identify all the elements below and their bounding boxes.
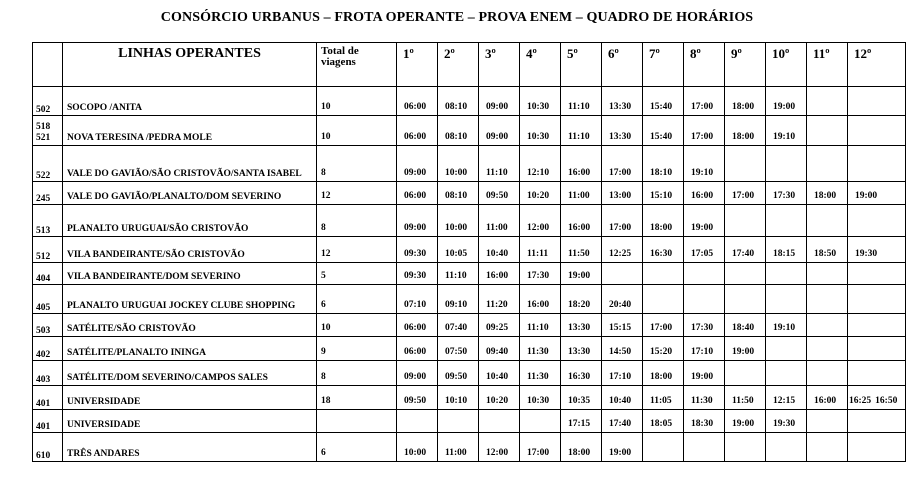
departure-time <box>725 361 766 386</box>
departure-time: 09:40 <box>479 337 520 361</box>
table-row <box>33 337 906 361</box>
line-name: NOVA TERESINA /PEDRA MOLE <box>63 116 317 146</box>
departure-time: 17:10 <box>602 361 643 386</box>
departure-time <box>807 410 848 433</box>
line-number-cell <box>33 410 63 433</box>
departure-time <box>848 146 906 182</box>
line-number: 403 <box>36 375 51 385</box>
line-number-cell <box>33 87 63 116</box>
table-row <box>33 361 906 386</box>
line-number: 245 <box>36 194 51 204</box>
departure-time: 17:40 <box>725 237 766 263</box>
departure-time: 11:20 <box>479 285 520 314</box>
departure-time <box>807 205 848 237</box>
departure-time <box>766 337 807 361</box>
line-number-cell <box>33 205 63 237</box>
trip-header: 1º <box>397 43 438 87</box>
line-number-header <box>33 43 63 87</box>
table-row <box>33 205 906 237</box>
departure-time <box>848 205 906 237</box>
departure-time: 18:20 <box>561 285 602 314</box>
departure-time <box>766 285 807 314</box>
trip-header: 7º <box>643 43 684 87</box>
line-number-cell <box>33 337 63 361</box>
trip-header: 3º <box>479 43 520 87</box>
trip-header: 8º <box>684 43 725 87</box>
departure-time: 09:00 <box>397 361 438 386</box>
total-trips: 6 <box>317 285 397 314</box>
total-trips: 9 <box>317 337 397 361</box>
departure-time <box>848 263 906 285</box>
departure-time <box>848 386 906 410</box>
departure-time: 17:00 <box>725 182 766 205</box>
departure-time: 19:30 <box>848 237 906 263</box>
line-number-cell <box>33 237 63 263</box>
departure-time: 17:00 <box>520 433 561 462</box>
departure-time: 18:05 <box>643 410 684 433</box>
departure-time <box>438 410 479 433</box>
departure-time: 17:30 <box>520 263 561 285</box>
line-number: 512 <box>36 252 51 262</box>
departure-time: 09:25 <box>479 314 520 337</box>
line-number-cell <box>33 433 63 462</box>
total-trips: 12 <box>317 237 397 263</box>
departure-time: 11:30 <box>520 337 561 361</box>
page-title: CONSÓRCIO URBANUS – FROTA OPERANTE – PROVA ENEM – QUADRO DE HORÁRIOS <box>160 10 754 25</box>
departure-time <box>520 410 561 433</box>
departure-time: 10:30 <box>520 386 561 410</box>
departure-time: 17:00 <box>684 116 725 146</box>
trip-header: 9º <box>725 43 766 87</box>
header-row <box>33 43 906 87</box>
departure-time: 10:10 <box>438 386 479 410</box>
total-trips: 10 <box>317 87 397 116</box>
table-row <box>33 314 906 337</box>
schedule-body <box>33 87 906 462</box>
total-trips: 5 <box>317 263 397 285</box>
departure-time <box>807 285 848 314</box>
departure-time: 15:15 <box>602 314 643 337</box>
departure-time: 18:00 <box>807 182 848 205</box>
departure-time: 19:00 <box>684 361 725 386</box>
departure-time: 11:50 <box>561 237 602 263</box>
departure-time: 11:30 <box>684 386 725 410</box>
departure-time <box>848 433 906 462</box>
departure-time: 18:50 <box>807 237 848 263</box>
table-row <box>33 146 906 182</box>
line-name: SATÉLITE/PLANALTO ININGA <box>63 337 317 361</box>
departure-time: 10:20 <box>479 386 520 410</box>
total-trips: 6 <box>317 433 397 462</box>
departure-time: 11:10 <box>438 263 479 285</box>
departure-time: 09:30 <box>397 237 438 263</box>
departure-time: 18:00 <box>561 433 602 462</box>
table-row <box>33 410 906 433</box>
line-number-cell <box>33 116 63 146</box>
departure-time: 12:15 <box>766 386 807 410</box>
line-number-cell <box>33 146 63 182</box>
line-number: 502 <box>36 105 51 115</box>
line-number: 610 <box>36 451 51 461</box>
line-name: VALE DO GAVIÃO/SÃO CRISTOVÃO/SANTA ISABEL <box>63 146 317 182</box>
departure-time: 10:40 <box>479 361 520 386</box>
total-trips: 10 <box>317 314 397 337</box>
line-number-cell <box>33 314 63 337</box>
departure-time: 11:10 <box>561 116 602 146</box>
departure-time <box>766 433 807 462</box>
line-number-cell <box>33 263 63 285</box>
departure-time <box>848 314 906 337</box>
departure-time: 10:05 <box>438 237 479 263</box>
table-row <box>33 87 906 116</box>
table-row <box>33 116 906 146</box>
departure-time <box>766 361 807 386</box>
trip-header: 2º <box>438 43 479 87</box>
departure-time: 12:00 <box>520 205 561 237</box>
departure-time: 09:30 <box>397 263 438 285</box>
departure-time: 11:50 <box>725 386 766 410</box>
departure-time: 19:00 <box>602 433 643 462</box>
departure-time: 13:00 <box>602 182 643 205</box>
departure-time <box>725 205 766 237</box>
line-name: UNIVERSIDADE <box>63 410 317 433</box>
departure-time: 17:10 <box>684 337 725 361</box>
departure-time: 19:00 <box>766 87 807 116</box>
total-trips: 8 <box>317 361 397 386</box>
departure-time <box>766 263 807 285</box>
line-number: 513 <box>36 226 51 236</box>
departure-time: 17:00 <box>643 314 684 337</box>
departure-time: 18:00 <box>643 361 684 386</box>
departure-time <box>643 263 684 285</box>
departure-time: 06:00 <box>397 337 438 361</box>
departure-time: 10:30 <box>520 87 561 116</box>
departure-time: 17:00 <box>684 87 725 116</box>
departure-time: 11:10 <box>479 146 520 182</box>
departure-time: 11:30 <box>520 361 561 386</box>
departure-time: 12:00 <box>479 433 520 462</box>
line-number: 521 <box>36 133 51 143</box>
departure-time <box>807 314 848 337</box>
departure-time <box>684 285 725 314</box>
total-trips <box>317 410 397 433</box>
line-number: 503 <box>36 326 51 336</box>
departure-time <box>848 87 906 116</box>
departure-time: 16:00 <box>684 182 725 205</box>
departure-time <box>807 337 848 361</box>
line-name: VILA BANDEIRANTE/SÃO CRISTOVÃO <box>63 237 317 263</box>
departure-time <box>807 263 848 285</box>
departure-time: 06:00 <box>397 182 438 205</box>
departure-time: 14:50 <box>602 337 643 361</box>
departure-time: 19:10 <box>766 314 807 337</box>
departure-time: 18:00 <box>725 116 766 146</box>
departure-time <box>397 410 438 433</box>
departure-time <box>725 146 766 182</box>
departure-time: 17:05 <box>684 237 725 263</box>
trip-header: 12º <box>848 43 906 87</box>
departure-time-value: 16:25 <box>849 396 872 406</box>
schedule-table <box>32 42 906 462</box>
departure-time: 10:00 <box>438 146 479 182</box>
line-name: UNIVERSIDADE <box>63 386 317 410</box>
departure-time-value: 16:50 <box>875 396 898 406</box>
departure-time: 09:10 <box>438 285 479 314</box>
departure-time: 19:00 <box>725 410 766 433</box>
line-name: SOCOPO /ANITA <box>63 87 317 116</box>
departure-time: 09:00 <box>479 87 520 116</box>
departure-time: 18:00 <box>643 205 684 237</box>
lines-header: LINHAS OPERANTES <box>63 43 317 87</box>
departure-time: 09:00 <box>397 146 438 182</box>
departure-time: 06:00 <box>397 116 438 146</box>
departure-time: 13:30 <box>561 314 602 337</box>
trip-header: 11º <box>807 43 848 87</box>
total-trips: 10 <box>317 116 397 146</box>
total-trips: 8 <box>317 205 397 237</box>
table-row <box>33 433 906 462</box>
departure-time: 09:50 <box>397 386 438 410</box>
trip-header: 10º <box>766 43 807 87</box>
departure-time: 09:00 <box>397 205 438 237</box>
line-number: 401 <box>36 422 51 432</box>
departure-time: 13:30 <box>602 87 643 116</box>
departure-time: 15:40 <box>643 116 684 146</box>
departure-time: 10:00 <box>397 433 438 462</box>
departure-time <box>684 433 725 462</box>
departure-time <box>848 285 906 314</box>
line-name: VILA BANDEIRANTE/DOM SEVERINO <box>63 263 317 285</box>
departure-time <box>479 410 520 433</box>
line-name: TRÊS ANDARES <box>63 433 317 462</box>
departure-time: 19:00 <box>725 337 766 361</box>
total-trips: 8 <box>317 146 397 182</box>
departure-time <box>725 263 766 285</box>
departure-time <box>848 337 906 361</box>
table-row <box>33 285 906 314</box>
departure-time: 10:40 <box>479 237 520 263</box>
trip-header: 5º <box>561 43 602 87</box>
departure-time: 16:00 <box>479 263 520 285</box>
departure-time: 15:40 <box>643 87 684 116</box>
line-name: PLANALTO URUGUAI JOCKEY CLUBE SHOPPING <box>63 285 317 314</box>
line-number: 402 <box>36 350 51 360</box>
departure-time: 16:30 <box>561 361 602 386</box>
departure-time: 06:00 <box>397 314 438 337</box>
departure-time: 20:40 <box>602 285 643 314</box>
departure-time: 11:05 <box>643 386 684 410</box>
departure-time: 18:40 <box>725 314 766 337</box>
departure-time <box>848 116 906 146</box>
departure-time <box>807 146 848 182</box>
departure-time <box>725 433 766 462</box>
table-row <box>33 386 906 410</box>
departure-time: 19:10 <box>684 146 725 182</box>
departure-time: 09:00 <box>479 116 520 146</box>
table-row <box>33 263 906 285</box>
departure-time: 11:00 <box>561 182 602 205</box>
departure-time: 17:00 <box>602 205 643 237</box>
line-name: PLANALTO URUGUAI/SÃO CRISTOVÃO <box>63 205 317 237</box>
departure-time: 13:30 <box>561 337 602 361</box>
departure-time: 12:10 <box>520 146 561 182</box>
departure-time: 10:20 <box>520 182 561 205</box>
departure-time <box>766 146 807 182</box>
departure-time <box>766 205 807 237</box>
departure-time: 10:40 <box>602 386 643 410</box>
departure-time <box>848 361 906 386</box>
departure-time: 16:00 <box>807 386 848 410</box>
line-number-cell <box>33 361 63 386</box>
departure-time: 10:35 <box>561 386 602 410</box>
departure-time: 10:30 <box>520 116 561 146</box>
departure-time <box>643 285 684 314</box>
line-number: 405 <box>36 303 51 313</box>
departure-time: 19:10 <box>766 116 807 146</box>
departure-time: 12:25 <box>602 237 643 263</box>
total-trips: 12 <box>317 182 397 205</box>
line-number: 518 <box>36 122 51 132</box>
line-name: SATÉLITE/SÃO CRISTOVÃO <box>63 314 317 337</box>
departure-time: 11:00 <box>479 205 520 237</box>
line-name: VALE DO GAVIÃO/PLANALTO/DOM SEVERINO <box>63 182 317 205</box>
departure-time: 19:00 <box>684 205 725 237</box>
departure-time: 11:11 <box>520 237 561 263</box>
departure-time <box>807 361 848 386</box>
departure-time: 17:40 <box>602 410 643 433</box>
departure-time: 19:00 <box>848 182 906 205</box>
total-header: Total de viagens <box>317 43 397 87</box>
line-name: SATÉLITE/DOM SEVERINO/CAMPOS SALES <box>63 361 317 386</box>
departure-time: 16:00 <box>520 285 561 314</box>
departure-time: 08:10 <box>438 182 479 205</box>
departure-time <box>807 87 848 116</box>
departure-time: 11:00 <box>438 433 479 462</box>
departure-time: 07:50 <box>438 337 479 361</box>
departure-time: 15:10 <box>643 182 684 205</box>
line-number: 404 <box>36 274 51 284</box>
departure-time <box>807 116 848 146</box>
departure-time <box>643 433 684 462</box>
departure-time <box>684 263 725 285</box>
departure-time: 18:15 <box>766 237 807 263</box>
departure-time: 13:30 <box>602 116 643 146</box>
departure-time: 16:30 <box>643 237 684 263</box>
line-number: 401 <box>36 399 51 409</box>
departure-time: 17:30 <box>766 182 807 205</box>
departure-time: 17:30 <box>684 314 725 337</box>
departure-time: 11:10 <box>520 314 561 337</box>
total-trips: 18 <box>317 386 397 410</box>
table-row <box>33 237 906 263</box>
departure-time: 09:50 <box>479 182 520 205</box>
trip-header: 4º <box>520 43 561 87</box>
departure-time: 16:00 <box>561 146 602 182</box>
departure-time <box>848 410 906 433</box>
departure-time: 19:30 <box>766 410 807 433</box>
departure-time: 06:00 <box>397 87 438 116</box>
departure-time: 15:20 <box>643 337 684 361</box>
line-number: 522 <box>36 171 51 181</box>
departure-time: 18:10 <box>643 146 684 182</box>
departure-time: 07:10 <box>397 285 438 314</box>
departure-time: 18:30 <box>684 410 725 433</box>
departure-time: 11:10 <box>561 87 602 116</box>
departure-time: 08:10 <box>438 87 479 116</box>
departure-time: 08:10 <box>438 116 479 146</box>
departure-time <box>602 263 643 285</box>
line-number-cell <box>33 285 63 314</box>
line-number-cell <box>33 386 63 410</box>
departure-time: 19:00 <box>561 263 602 285</box>
departure-time <box>807 433 848 462</box>
table-row <box>33 182 906 205</box>
departure-time: 18:00 <box>725 87 766 116</box>
trip-header: 6º <box>602 43 643 87</box>
line-number-cell <box>33 182 63 205</box>
departure-time <box>725 285 766 314</box>
departure-time: 10:00 <box>438 205 479 237</box>
departure-time: 17:15 <box>561 410 602 433</box>
departure-time: 16:00 <box>561 205 602 237</box>
departure-time: 09:50 <box>438 361 479 386</box>
departure-time: 17:00 <box>602 146 643 182</box>
departure-time: 07:40 <box>438 314 479 337</box>
